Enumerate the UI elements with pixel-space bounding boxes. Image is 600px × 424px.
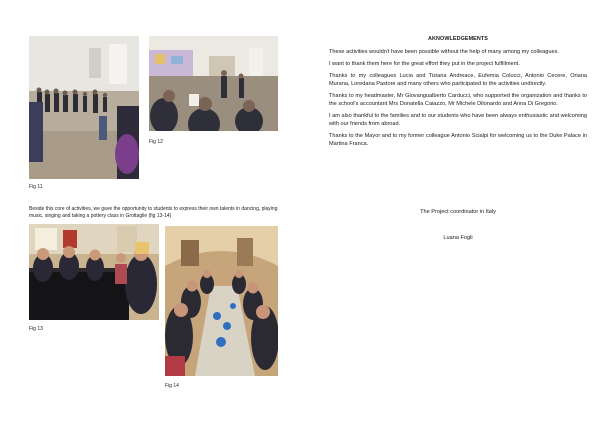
- acknowledgements-heading: AKNOWLEDGEMENTS: [428, 36, 488, 42]
- photo-fig14: [165, 226, 278, 376]
- fig13-caption: Fig 13: [29, 326, 43, 332]
- acknowledgement-paragraph: I am also thankful to the families and to our students who have been always enthusiastic and welcoming with our friends from abroad.: [329, 112, 587, 128]
- acknowledgement-paragraph: Thanks to the Mayor and to my former colleague Antonio Scialpi for welcoming us to the Duke Palace in Martina Franca.: [329, 132, 587, 148]
- acknowledgement-paragraph: I want to thank them here for the great effort they put in the project fulfillment.: [329, 60, 520, 67]
- acknowledgement-paragraph: Thanks to my headmaster, Mr Giovangualberto Carducci, who supported the organization and thanks to the school's accountant Mrs Donatella Caiazzo, Mr Michele Dilonardo and Anna Di Gregorio.: [329, 92, 587, 107]
- photo-fig12: [149, 36, 278, 131]
- signature-role: The Project coordinator in Italy: [420, 209, 496, 215]
- fig14-caption: Fig 14: [165, 383, 179, 389]
- photo-fig11: [29, 36, 139, 179]
- fig11-caption: Fig 11: [29, 184, 43, 190]
- fig12-caption: Fig 12: [149, 139, 163, 145]
- acknowledgement-paragraph: These activities wouldn't have been possible without the help of many among my colleagues.: [329, 49, 559, 55]
- signature-name: Luana Fogli: [443, 235, 473, 241]
- acknowledgements-section: [329, 36, 587, 152]
- photo-fig13: [29, 224, 159, 320]
- acknowledgement-paragraph: Thanks to my colleagues Lucia and Tiziana Andreace, Eufemia Colucci, Antonio Cecere, Oriana Murana, Loredana Pastore and many others who participated to the activities undirectly.: [329, 72, 587, 87]
- activities-intro-text: Beside this core of activities, we gave the opportunity to students to express their own talents in dancing, playing music, singing and taking a pottery class in Grottaglie (fig 13-14): [29, 206, 278, 219]
